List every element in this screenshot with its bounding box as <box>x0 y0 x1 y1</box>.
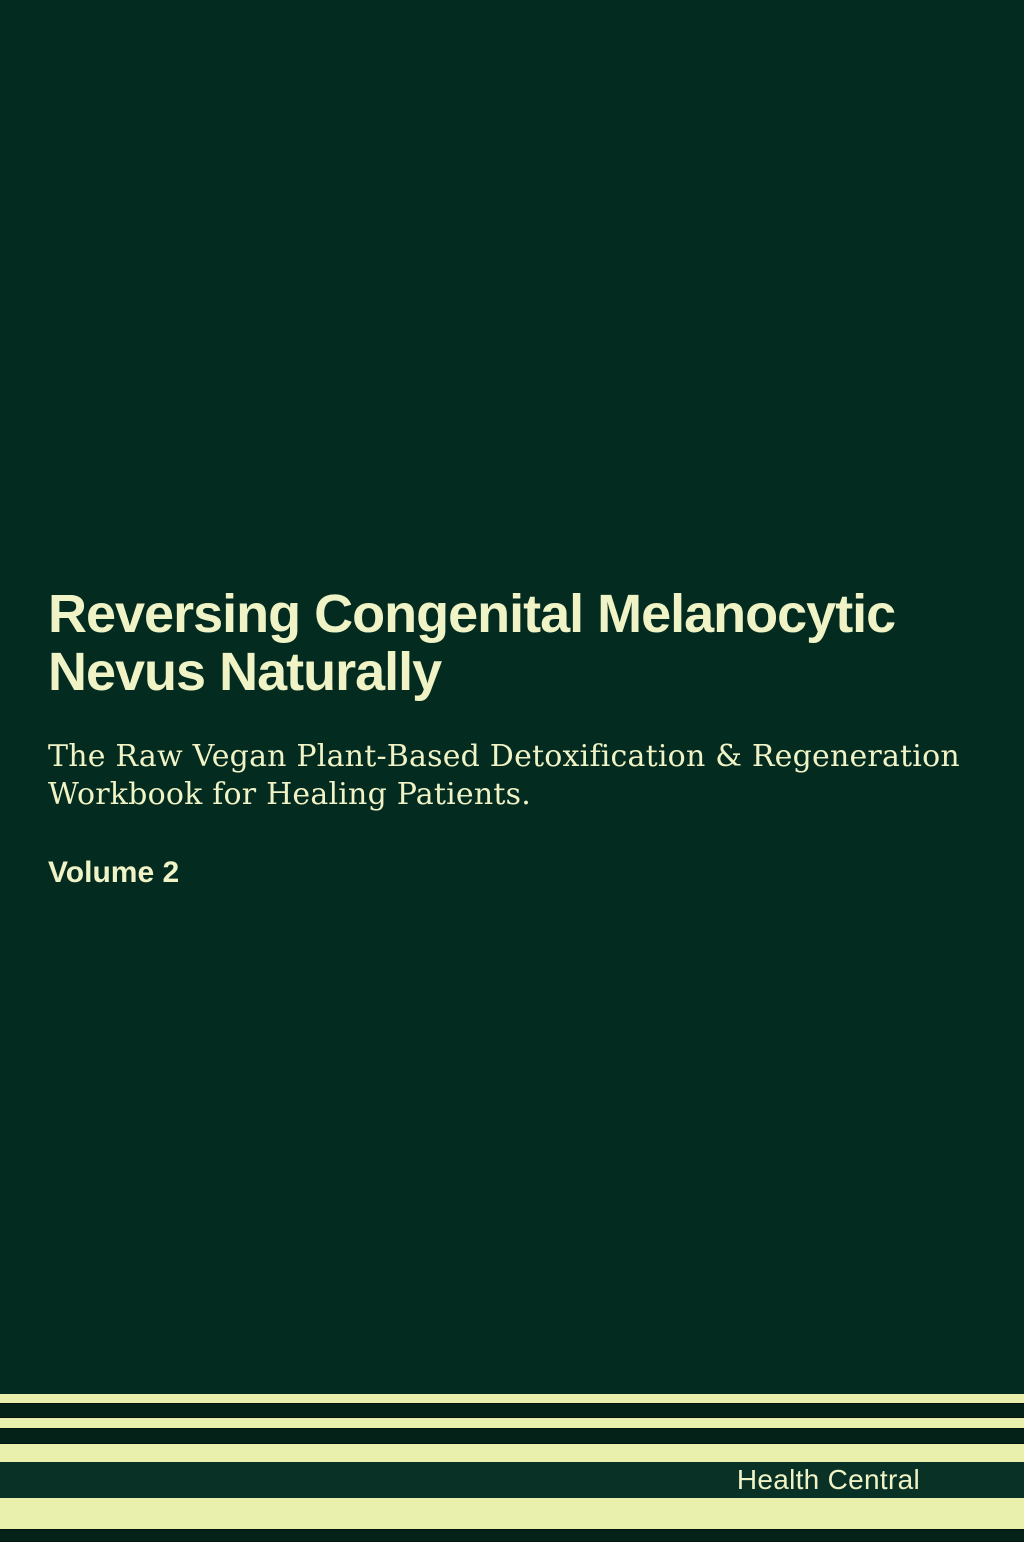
book-title-line-1: Reversing Congenital Melanocytic <box>48 584 896 644</box>
publisher-band <box>0 1462 1024 1498</box>
book-subtitle-line-1: The Raw Vegan Plant-Based Detoxification & Regeneration <box>48 739 960 774</box>
book-subtitle-line-2: Workbook for Healing Patients. <box>48 777 531 812</box>
book-title-line-2: Nevus Naturally <box>48 642 442 702</box>
footer-stripe-cream-1 <box>0 1394 1024 1403</box>
footer-stripe-cream-4 <box>0 1498 1024 1529</box>
footer-stripe-cream-2 <box>0 1418 1024 1428</box>
footer-stripe-dark-2 <box>0 1428 1024 1444</box>
book-title <box>48 585 978 701</box>
book-subtitle <box>48 738 978 814</box>
publisher-name: Health Central <box>736 1464 920 1495</box>
footer-stripe-dark-bottom <box>0 1529 1024 1542</box>
volume-label: Volume 2 <box>48 856 180 889</box>
footer-stripe-cream-3 <box>0 1444 1024 1462</box>
footer-stripe-dark-1 <box>0 1403 1024 1418</box>
